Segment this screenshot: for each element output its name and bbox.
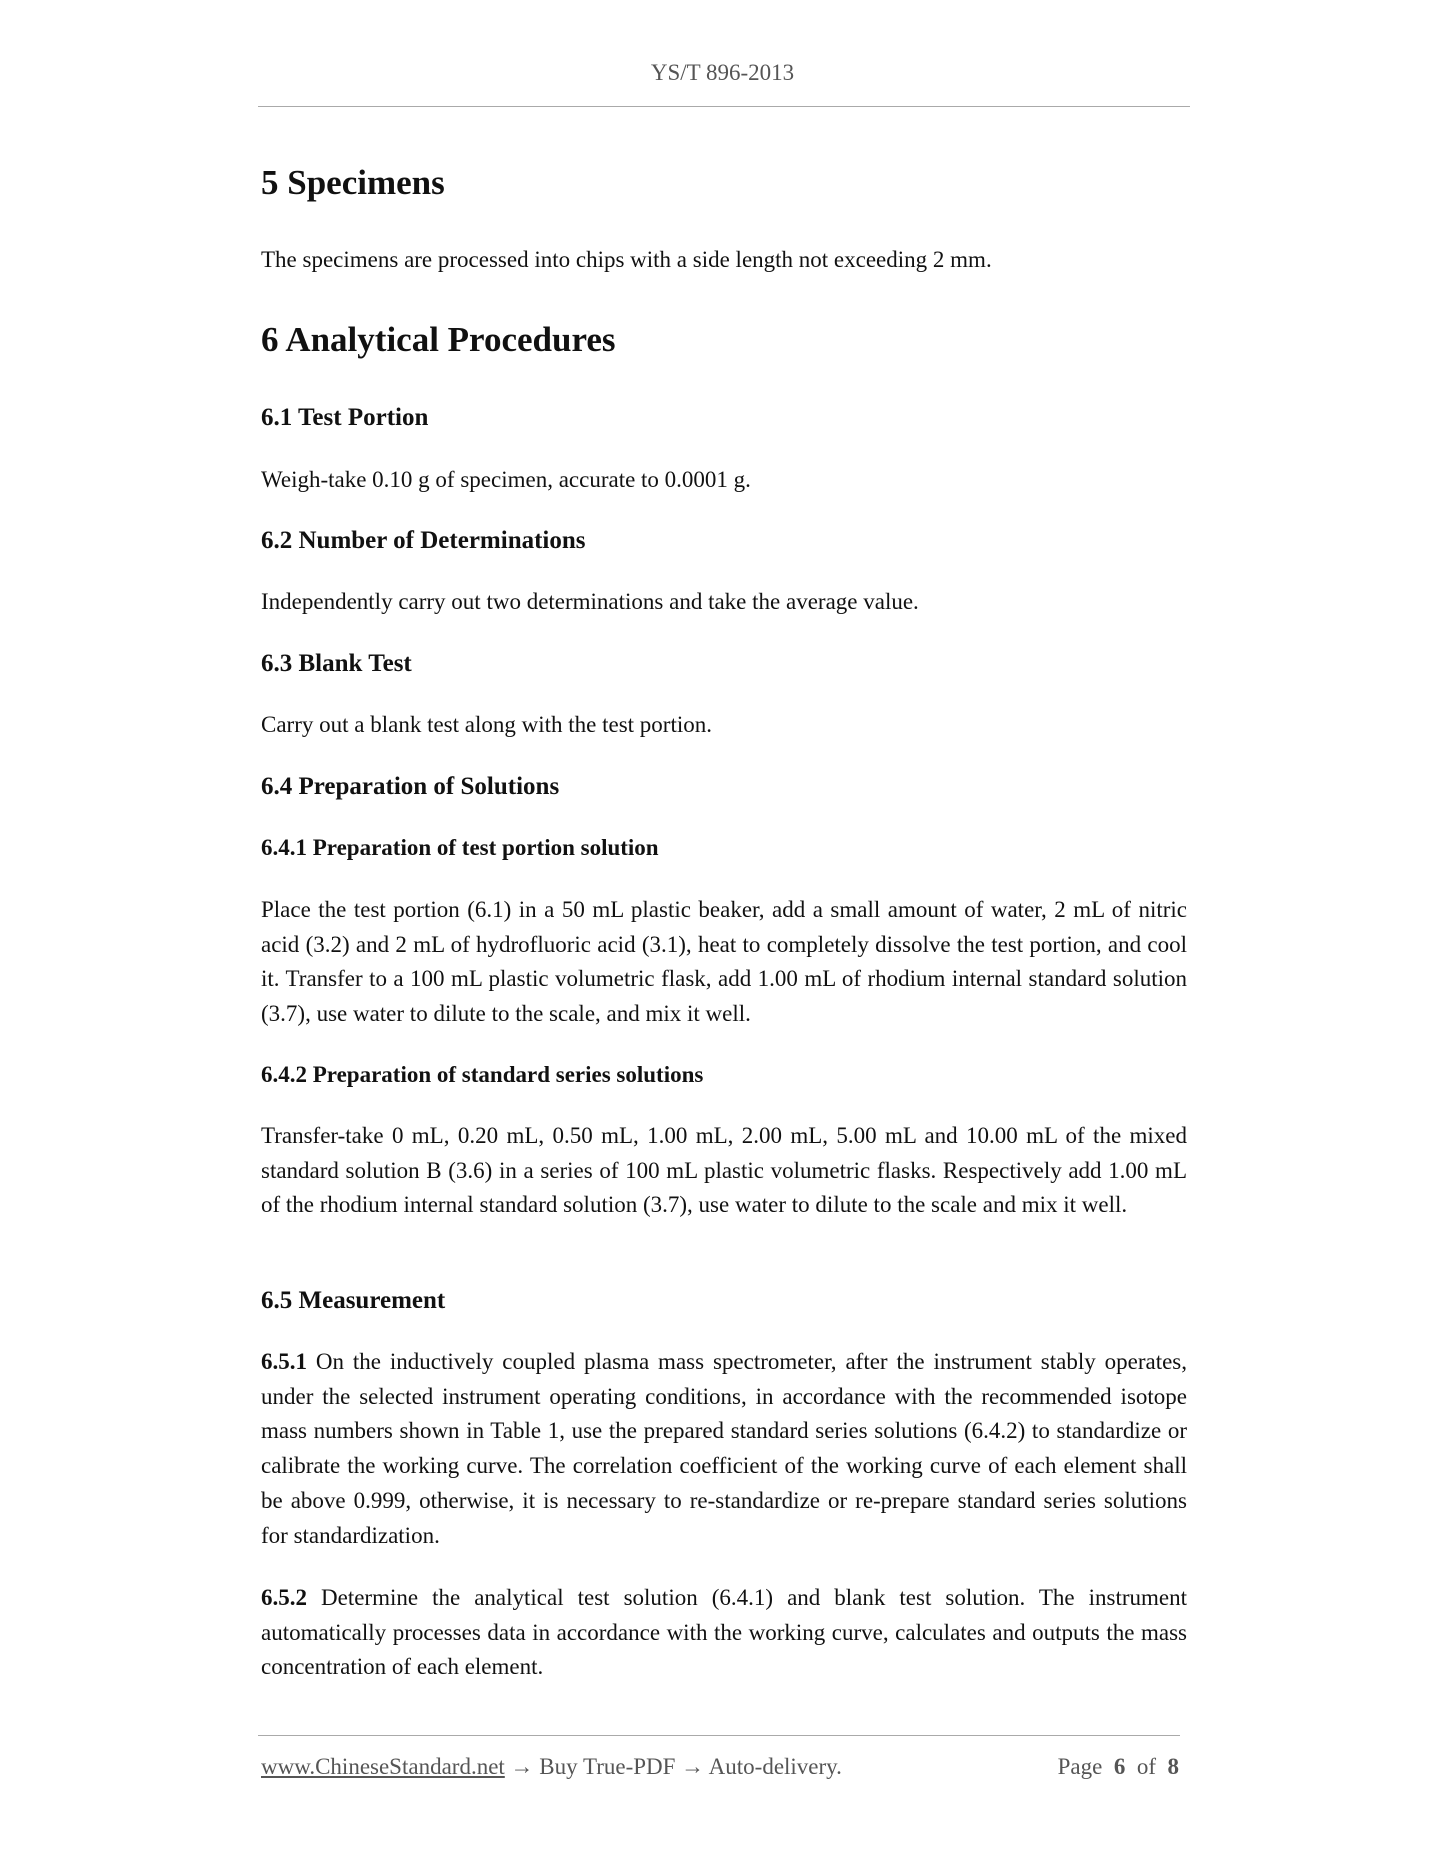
section-6-5-2-paragraph <box>261 1581 1187 1685</box>
page-total: 8 <box>1167 1754 1179 1779</box>
section-5-text: The specimens are processed into chips with a side length not exceeding 2 mm. <box>261 247 992 272</box>
footer <box>261 1754 1179 1780</box>
section-6-5-1-paragraph <box>261 1345 1187 1553</box>
section-6-4-heading: 6.4 Preparation of Solutions <box>261 773 560 800</box>
of-label: of <box>1136 1754 1156 1779</box>
section-6-2-heading: 6.2 Number of Determinations <box>261 527 586 554</box>
section-6-heading: 6 Analytical Procedures <box>261 320 616 359</box>
section-6-3-text: Carry out a blank test along with the test portion. <box>261 712 712 737</box>
section-6-1-heading: 6.1 Test Portion <box>261 404 429 431</box>
section-6-2-text: Independently carry out two determinations and take the average value. <box>261 589 919 614</box>
promo-text: → Buy True-PDF → Auto-delivery. <box>504 1754 842 1779</box>
page-number: 6 <box>1113 1754 1126 1779</box>
section-6-3-heading: 6.3 Blank Test <box>261 650 412 677</box>
clause-number: 6.5.2 <box>261 1585 307 1610</box>
page-indicator <box>1058 1754 1179 1780</box>
clause-number: 6.5.1 <box>261 1349 307 1374</box>
page-label: Page <box>1057 1754 1103 1779</box>
section-5-heading: 5 Specimens <box>261 163 445 202</box>
footer-promo <box>261 1754 842 1780</box>
section-6-4-1-text: Place the test portion (6.1) in a 50 mL plastic beaker, add a small amount of water, 2 mL of nitric acid (3.2) and 2 mL of hydrofluoric acid (3.1), heat to completely dissolve the test portion, and cool it. Transfer to a 100 mL plastic volumetric flask, add 1.00 mL of rhodium internal standard solution (3.7), use water to dilute to the scale, and mix it well. <box>261 897 1187 1027</box>
section-6-4-1-heading: 6.4.1 Preparation of test portion solution <box>261 835 659 860</box>
section-6-1-text: Weigh-take 0.10 g of specimen, accurate to 0.0001 g. <box>261 467 751 492</box>
header-divider <box>258 106 1190 107</box>
section-6-4-2-text: Transfer-take 0 mL, 0.20 mL, 0.50 mL, 1.00 mL, 2.00 mL, 5.00 mL and 10.00 mL of the mixed standard solution B (3.6) in a series of 100 mL plastic volumetric flasks. Respectively add 1.00 mL of the rhodium internal standard solution (3.7), use water to dilute to the scale and mix it well. <box>261 1123 1187 1218</box>
website-link[interactable]: www.ChineseStandard.net <box>261 1754 505 1779</box>
section-6-4-2-heading: 6.4.2 Preparation of standard series solutions <box>261 1062 704 1087</box>
document-code-header: YS/T 896-2013 <box>650 60 795 85</box>
footer-divider <box>258 1735 1180 1736</box>
section-6-5-heading: 6.5 Measurement <box>261 1287 446 1314</box>
clause-text: Determine the analytical test solution (6.4.1) and blank test solution. The instrument automatically processes data in accordance with the working curve, calculates and outputs the mass concentration of each element. <box>261 1585 1187 1680</box>
clause-text: On the inductively coupled plasma mass spectrometer, after the instrument stably operates, under the selected instrument operating conditions, in accordance with the recommended isotope mass numbers shown in Table 1, use the prepared standard series solutions (6.4.2) to standardize or calibrate the working curve. The correlation coefficient of the working curve of each element shall be above 0.999, otherwise, it is necessary to re-standardize or re-prepare standard series solutions for standardization. <box>261 1349 1187 1548</box>
